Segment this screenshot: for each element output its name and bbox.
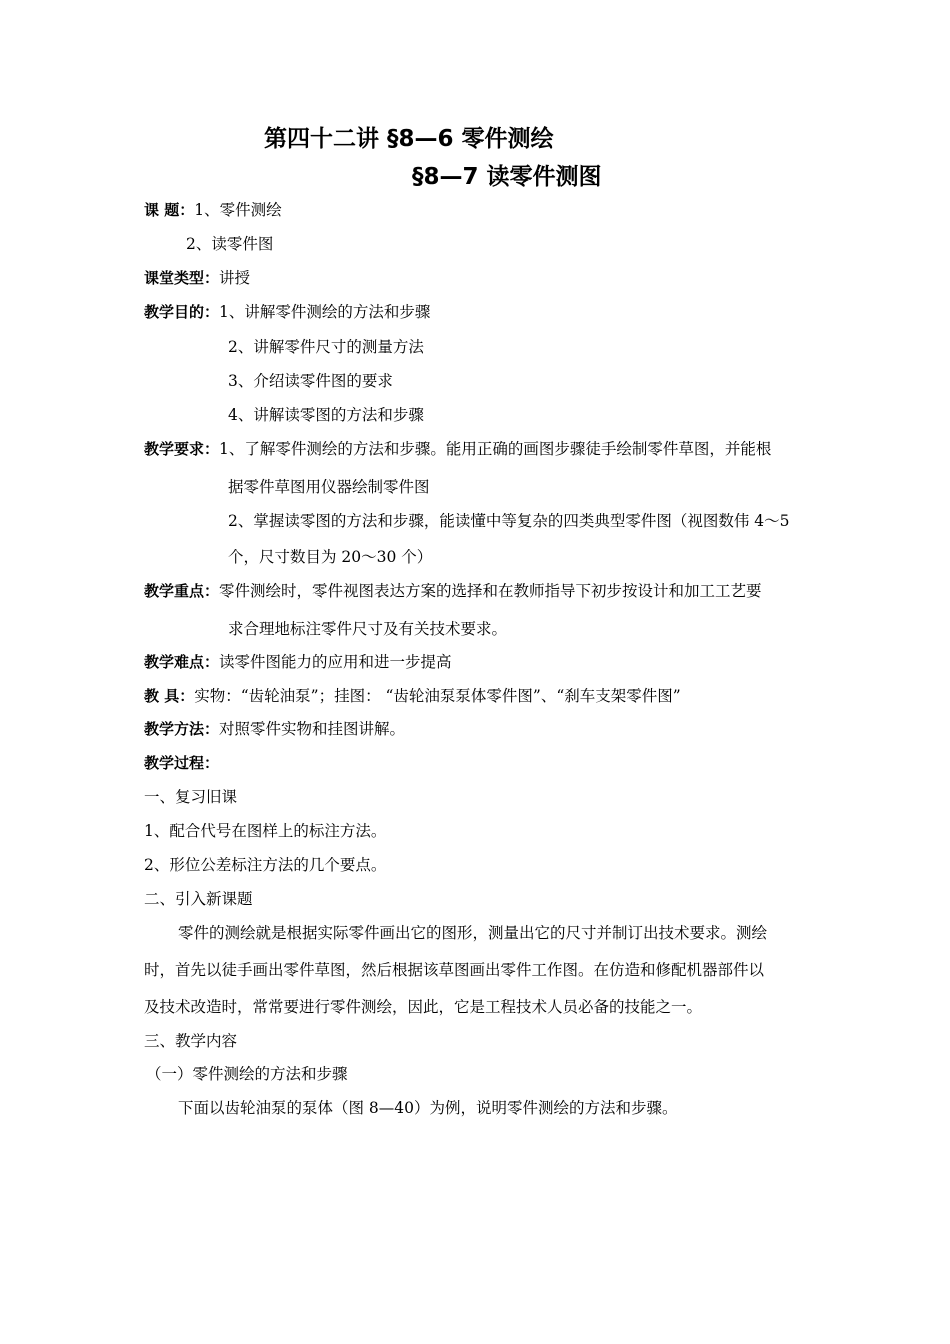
content-sub-heading: （一）零件测绘的方法和步骤 [146, 1065, 348, 1083]
objective-item-1: 1、讲解零件测绘的方法和步骤 [219, 303, 431, 321]
objectives-label: 教学目的： [144, 303, 220, 321]
requirement-item-2-line-1: 2、掌握读零图的方法和步骤，能读懂中等复杂的四类典型零件图（视图数伟 4～5 [228, 512, 790, 530]
process-label: 教学过程： [144, 754, 220, 772]
class-type-label: 课堂类型： [144, 269, 220, 287]
intro-para-line-1: 零件的测绘就是根据实际零件画出它的图形，测量出它的尺寸并制订出技术要求。测绘 [178, 924, 768, 942]
tools-row [144, 685, 681, 707]
intro-para-line-3: 及技术改造时，常常要进行零件测绘，因此，它是工程技术人员必备的技能之一。 [144, 998, 703, 1016]
requirement-item-1-line-1: 1、了解零件测绘的方法和步骤。能用正确的画图步骤徒手绘制零件草图，并能根 [219, 440, 772, 458]
content-heading: 三、教学内容 [144, 1032, 238, 1050]
review-item-2: 2、形位公差标注方法的几个要点。 [144, 856, 387, 874]
key-points-label: 教学重点： [144, 582, 220, 600]
topic-row [144, 199, 282, 221]
objective-item-2: 2、讲解零件尺寸的测量方法 [228, 338, 424, 356]
difficulties-label: 教学难点： [144, 653, 220, 671]
method-value: 对照零件实物和挂图讲解。 [219, 720, 406, 738]
class-type-row [144, 267, 250, 289]
difficulties-value: 读零件图能力的应用和进一步提高 [219, 653, 452, 671]
topic-item-1: 1、零件测绘 [194, 201, 282, 219]
tools-value: 实物：“齿轮油泵”；挂图： “齿轮油泵泵体零件图”、“刹车支架零件图” [194, 687, 681, 705]
key-points-line-1: 零件测绘时，零件视图表达方案的选择和在教师指导下初步按设计和加工工艺要 [219, 582, 762, 600]
intro-heading: 二、引入新课题 [144, 890, 253, 908]
objective-item-3: 3、介绍读零件图的要求 [228, 372, 393, 390]
lecture-title-line1: 第四十二讲 §8—6 零件测绘 [264, 126, 554, 152]
process-row [144, 752, 219, 774]
topic-label: 课 题： [144, 201, 195, 219]
topic-item-2: 2、读零件图 [186, 235, 274, 253]
method-row [144, 718, 405, 740]
requirement-item-2-line-2: 个，尺寸数目为 20～30 个） [228, 548, 433, 566]
requirement-item-1-line-2: 据零件草图用仪器绘制零件图 [228, 478, 430, 496]
key-points-row [144, 580, 762, 602]
key-points-line-2: 求合理地标注零件尺寸及有关技术要求。 [228, 620, 508, 638]
objectives-row [144, 301, 430, 323]
intro-para-line-2: 时，首先以徒手画出零件草图，然后根据该草图画出零件工作图。在仿造和修配机器部件以 [144, 961, 765, 979]
method-label: 教学方法： [144, 720, 220, 738]
lecture-title-line2: §8—7 读零件测图 [412, 164, 602, 190]
review-heading: 一、复习旧课 [144, 788, 238, 806]
content-paragraph: 下面以齿轮油泵的泵体（图 8—40）为例，说明零件测绘的方法和步骤。 [178, 1099, 678, 1117]
requirements-label: 教学要求： [144, 440, 220, 458]
tools-label: 教 具： [144, 687, 195, 705]
review-item-1: 1、配合代号在图样上的标注方法。 [144, 822, 387, 840]
requirements-row [144, 438, 771, 460]
objective-item-4: 4、讲解读零图的方法和步骤 [228, 406, 424, 424]
class-type-value: 讲授 [219, 269, 251, 287]
difficulties-row [144, 651, 452, 673]
